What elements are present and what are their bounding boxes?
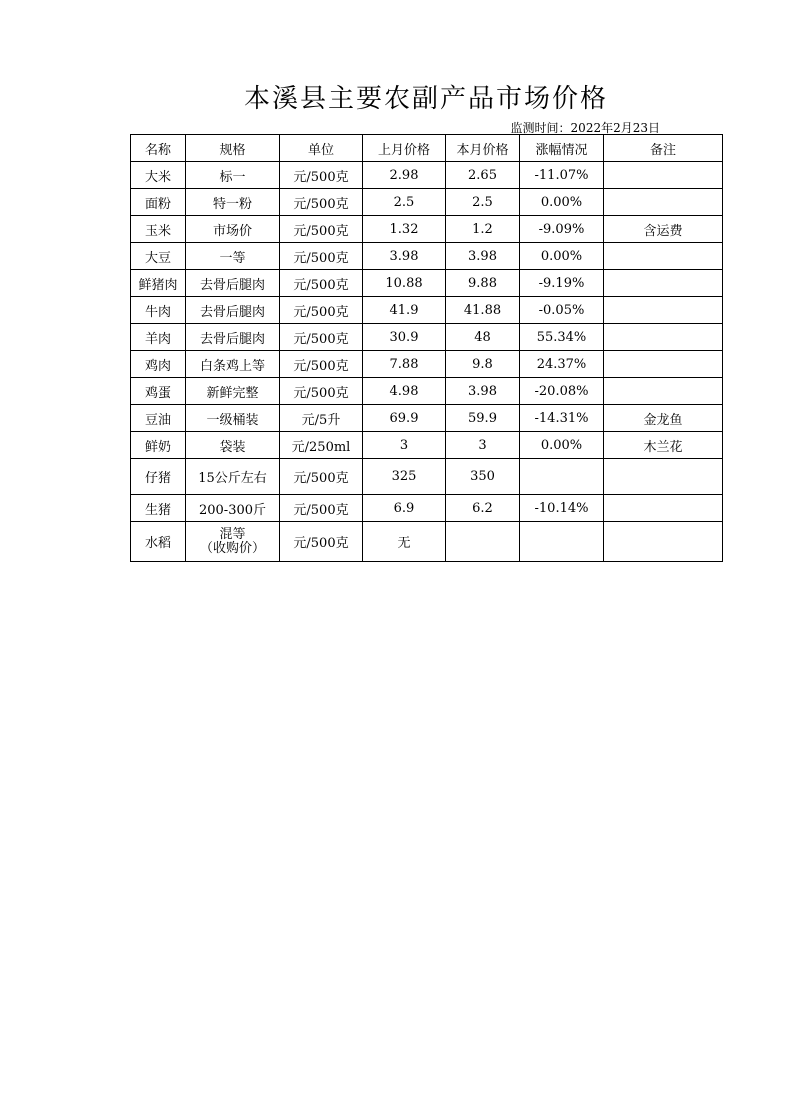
cell-name: 豆油	[131, 405, 186, 432]
cell-spec: 去骨后腿肉	[186, 297, 280, 324]
cell-change: -9.19%	[520, 270, 604, 297]
cell-change: -9.09%	[520, 216, 604, 243]
cell-change: -20.08%	[520, 378, 604, 405]
cell-name: 羊肉	[131, 324, 186, 351]
cell-this-month: 48	[446, 324, 520, 351]
cell-name: 水稻	[131, 522, 186, 562]
cell-name: 面粉	[131, 189, 186, 216]
cell-spec: 袋装	[186, 432, 280, 459]
cell-note: 金龙鱼	[604, 405, 723, 432]
cell-change: 0.00%	[520, 189, 604, 216]
cell-spec: 市场价	[186, 216, 280, 243]
cell-this-month: 2.5	[446, 189, 520, 216]
cell-name: 牛肉	[131, 297, 186, 324]
cell-note	[604, 243, 723, 270]
cell-unit: 元/500克	[280, 297, 363, 324]
table-row	[131, 378, 723, 405]
cell-this-month: 3.98	[446, 378, 520, 405]
table-row	[131, 459, 723, 495]
cell-name: 鲜奶	[131, 432, 186, 459]
cell-note: 含运费	[604, 216, 723, 243]
cell-unit: 元/500克	[280, 522, 363, 562]
cell-spec: 去骨后腿肉	[186, 324, 280, 351]
cell-unit: 元/500克	[280, 459, 363, 495]
cell-last-month: 无	[363, 522, 446, 562]
cell-name: 鲜猪肉	[131, 270, 186, 297]
cell-last-month: 3	[363, 432, 446, 459]
table-row	[131, 162, 723, 189]
header-unit: 单位	[280, 135, 363, 162]
cell-unit: 元/500克	[280, 324, 363, 351]
table-row	[131, 189, 723, 216]
table-row	[131, 432, 723, 459]
cell-this-month: 6.2	[446, 495, 520, 522]
cell-spec: 白条鸡上等	[186, 351, 280, 378]
cell-last-month: 30.9	[363, 324, 446, 351]
cell-change: 0.00%	[520, 243, 604, 270]
cell-name: 仔猪	[131, 459, 186, 495]
cell-name: 大米	[131, 162, 186, 189]
cell-change: -0.05%	[520, 297, 604, 324]
header-spec: 规格	[186, 135, 280, 162]
page-title: 本溪县主要农副产品市场价格	[243, 84, 608, 114]
cell-note	[604, 522, 723, 562]
cell-unit: 元/500克	[280, 189, 363, 216]
cell-spec: 去骨后腿肉	[186, 270, 280, 297]
cell-this-month: 2.65	[446, 162, 520, 189]
cell-spec: 标一	[186, 162, 280, 189]
cell-last-month: 4.98	[363, 378, 446, 405]
cell-unit: 元/500克	[280, 378, 363, 405]
table-row	[131, 405, 723, 432]
table-row	[131, 297, 723, 324]
cell-last-month: 1.32	[363, 216, 446, 243]
cell-change: 24.37%	[520, 351, 604, 378]
header-last-month: 上月价格	[363, 135, 446, 162]
cell-this-month: 3.98	[446, 243, 520, 270]
table-row	[131, 216, 723, 243]
cell-note	[604, 189, 723, 216]
cell-note	[604, 351, 723, 378]
cell-this-month: 9.88	[446, 270, 520, 297]
cell-spec	[186, 522, 280, 562]
cell-unit: 元/500克	[280, 270, 363, 297]
price-table	[130, 134, 723, 562]
cell-note	[604, 270, 723, 297]
cell-note	[604, 378, 723, 405]
cell-unit: 元/500克	[280, 351, 363, 378]
cell-name: 玉米	[131, 216, 186, 243]
cell-change	[520, 522, 604, 562]
cell-note	[604, 162, 723, 189]
cell-change: -10.14%	[520, 495, 604, 522]
cell-this-month: 59.9	[446, 405, 520, 432]
cell-last-month: 69.9	[363, 405, 446, 432]
cell-this-month	[446, 522, 520, 562]
cell-note	[604, 297, 723, 324]
cell-note: 木兰花	[604, 432, 723, 459]
header-change: 涨幅情况	[520, 135, 604, 162]
cell-name: 生猪	[131, 495, 186, 522]
cell-change: 0.00%	[520, 432, 604, 459]
cell-change: -11.07%	[520, 162, 604, 189]
cell-last-month: 6.9	[363, 495, 446, 522]
cell-unit: 元/250ml	[280, 432, 363, 459]
cell-unit: 元/5升	[280, 405, 363, 432]
header-this-month: 本月价格	[446, 135, 520, 162]
cell-name: 鸡肉	[131, 351, 186, 378]
cell-last-month: 325	[363, 459, 446, 495]
monitor-time: 监测时间：2022年2月23日	[510, 121, 660, 135]
cell-spec-line1: 混等	[219, 526, 246, 542]
cell-note	[604, 324, 723, 351]
table-row	[131, 324, 723, 351]
cell-spec: 特一粉	[186, 189, 280, 216]
table-header-row	[131, 135, 723, 162]
header-name: 名称	[131, 135, 186, 162]
cell-last-month: 7.88	[363, 351, 446, 378]
cell-spec: 15公斤左右	[186, 459, 280, 495]
table-row	[131, 243, 723, 270]
cell-note	[604, 495, 723, 522]
cell-note	[604, 459, 723, 495]
cell-last-month: 3.98	[363, 243, 446, 270]
cell-spec: 一等	[186, 243, 280, 270]
table-row	[131, 495, 723, 522]
cell-this-month: 1.2	[446, 216, 520, 243]
cell-unit: 元/500克	[280, 243, 363, 270]
cell-last-month: 2.5	[363, 189, 446, 216]
cell-name: 鸡蛋	[131, 378, 186, 405]
cell-change: -14.31%	[520, 405, 604, 432]
cell-this-month: 9.8	[446, 351, 520, 378]
cell-change	[520, 459, 604, 495]
cell-spec: 一级桶装	[186, 405, 280, 432]
table-row	[131, 351, 723, 378]
cell-spec: 新鲜完整	[186, 378, 280, 405]
cell-unit: 元/500克	[280, 495, 363, 522]
cell-spec-line2: （收购价）	[199, 540, 265, 556]
cell-last-month: 10.88	[363, 270, 446, 297]
cell-this-month: 350	[446, 459, 520, 495]
cell-spec: 200-300斤	[186, 495, 280, 522]
cell-this-month: 3	[446, 432, 520, 459]
cell-unit: 元/500克	[280, 216, 363, 243]
header-note: 备注	[604, 135, 723, 162]
cell-last-month: 41.9	[363, 297, 446, 324]
cell-this-month: 41.88	[446, 297, 520, 324]
cell-last-month: 2.98	[363, 162, 446, 189]
cell-change: 55.34%	[520, 324, 604, 351]
table-row	[131, 270, 723, 297]
table-row	[131, 522, 723, 562]
cell-name: 大豆	[131, 243, 186, 270]
cell-unit: 元/500克	[280, 162, 363, 189]
